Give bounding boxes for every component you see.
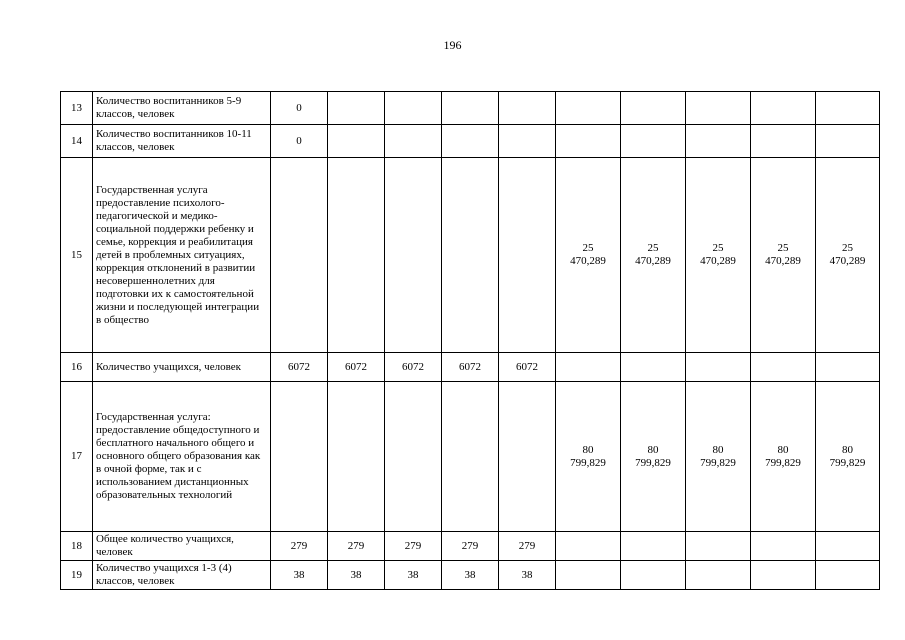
quantity-cell [442,92,499,125]
quantity-cell [328,382,385,532]
quantity-cell: 279 [499,532,556,561]
table-row [61,532,880,561]
quantity-cell: 0 [271,125,328,158]
table-row [61,125,880,158]
report-table [60,91,880,590]
amount-remainder: 470,289 [570,255,606,267]
amount-thousands: 25 [712,242,724,254]
quantity-cell [328,92,385,125]
quantity-cell [442,382,499,532]
table-row [61,353,880,382]
table-row [61,561,880,590]
row-number: 17 [61,382,93,532]
amount-cell [686,158,751,353]
amount-thousands: 25 [582,242,594,254]
amount-cell [816,125,880,158]
quantity-cell [499,382,556,532]
amount-cell [686,92,751,125]
quantity-cell: 0 [271,92,328,125]
row-description: Общее количество учащихся, человек [93,532,271,561]
amount-thousands: 80 [777,443,789,456]
amount-remainder: 470,289 [765,255,801,267]
page-number: 196 [443,38,462,52]
amount-cell [816,561,880,590]
amount-cell [556,125,621,158]
row-description: Количество воспитанников 5-9 классов, человек [93,92,271,125]
quantity-cell: 6072 [442,353,499,382]
row-description: Государственная услуга предоставление психолого-педагогической и медико-социальной поддержки ребенку и семье, коррекция и реабилитация детей в проблемных ситуациях, коррекция отклонений в развитии несовершеннолетних для подготовки их к самостоятельной жизни и последующей интеграции в общество [93,158,271,353]
quantity-cell [499,125,556,158]
amount-cell [686,353,751,382]
quantity-cell [499,92,556,125]
amount-cell [621,532,686,561]
quantity-cell: 279 [442,532,499,561]
amount-thousands: 80 [647,443,659,456]
quantity-cell: 6072 [328,353,385,382]
quantity-cell: 6072 [271,353,328,382]
quantity-cell [328,125,385,158]
amount-thousands: 80 [842,443,853,456]
row-description: Государственная услуга: предоставление общедоступного и бесплатного начального общего и основного общего образования как в очной форме, так и с использованием дистанционных образовательных технологий [93,382,271,532]
amount-remainder: 799,829 [700,456,736,469]
amount-cell [751,125,816,158]
quantity-cell [385,92,442,125]
row-number: 15 [61,158,93,353]
row-number: 18 [61,532,93,561]
amount-cell [556,92,621,125]
amount-remainder: 470,289 [700,255,736,267]
quantity-cell [385,158,442,353]
amount-remainder: 799,829 [829,456,866,469]
amount-remainder: 799,829 [635,456,671,469]
row-description: Количество воспитанников 10-11 классов, человек [93,125,271,158]
amount-cell [621,353,686,382]
quantity-cell: 38 [271,561,328,590]
amount-cell [751,561,816,590]
amount-cell [686,382,751,532]
row-description: Количество учащихся 1-3 (4) классов, человек [93,561,271,590]
amount-thousands: 80 [582,443,594,456]
quantity-cell: 38 [499,561,556,590]
amount-remainder: 470,289 [635,255,671,267]
table-row [61,92,880,125]
row-description: Количество учащихся, человек [93,353,271,382]
quantity-cell [385,125,442,158]
amount-remainder: 799,829 [570,456,606,469]
amount-cell [556,158,621,353]
table-body [61,92,880,590]
amount-cell [621,158,686,353]
amount-cell [621,92,686,125]
amount-cell [686,532,751,561]
amount-thousands: 25 [842,242,853,254]
quantity-cell [499,158,556,353]
amount-cell [556,382,621,532]
amount-cell [556,353,621,382]
amount-cell [816,532,880,561]
table-row [61,158,880,353]
table-row [61,382,880,532]
amount-cell [621,382,686,532]
amount-cell [751,382,816,532]
row-number: 19 [61,561,93,590]
quantity-cell: 38 [328,561,385,590]
amount-remainder: 799,829 [765,456,801,469]
quantity-cell [442,158,499,353]
amount-remainder: 470,289 [829,255,866,267]
quantity-cell [271,382,328,532]
quantity-cell: 279 [271,532,328,561]
amount-cell [816,382,880,532]
amount-thousands: 25 [647,242,659,254]
quantity-cell [442,125,499,158]
quantity-cell: 279 [328,532,385,561]
amount-cell [816,92,880,125]
quantity-cell: 38 [442,561,499,590]
amount-cell [621,561,686,590]
quantity-cell: 279 [385,532,442,561]
amount-cell [556,532,621,561]
amount-cell [686,561,751,590]
quantity-cell: 38 [385,561,442,590]
amount-cell [816,353,880,382]
amount-cell [751,353,816,382]
row-number: 14 [61,125,93,158]
quantity-cell: 6072 [499,353,556,382]
quantity-cell [385,382,442,532]
quantity-cell [328,158,385,353]
amount-cell [816,158,880,353]
row-number: 16 [61,353,93,382]
amount-cell [751,158,816,353]
amount-thousands: 80 [712,443,724,456]
amount-cell [556,561,621,590]
quantity-cell [271,158,328,353]
amount-cell [621,125,686,158]
quantity-cell: 6072 [385,353,442,382]
row-number: 13 [61,92,93,125]
amount-cell [751,92,816,125]
amount-cell [686,125,751,158]
amount-thousands: 25 [777,242,789,254]
amount-cell [751,532,816,561]
